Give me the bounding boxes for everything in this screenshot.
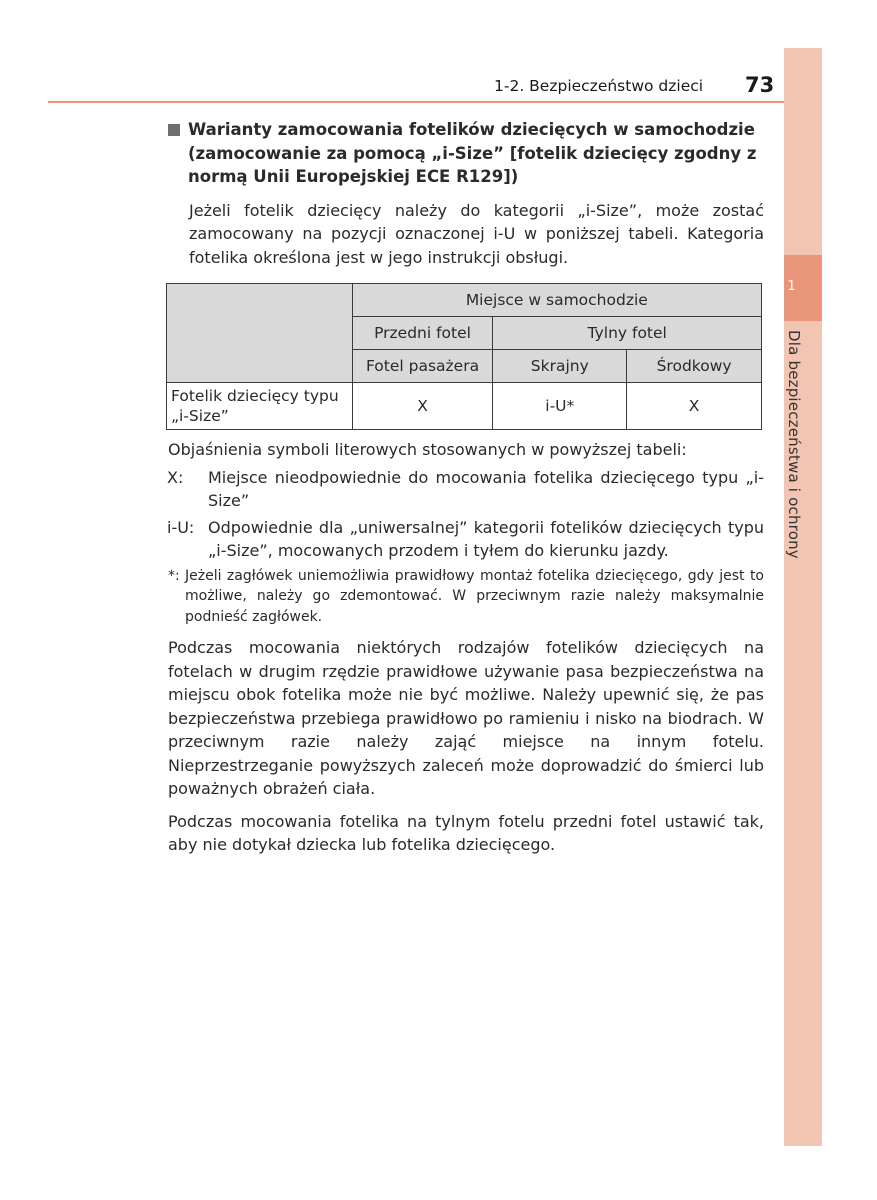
footnote-text: Jeżeli zagłówek uniemożliwia prawidłowy montaż fotelika dziecięcego, gdy jest to możliwe, należy go zdemontować. W przeciwnym razie należy maksymalnie podnieść zagłówek. [185, 567, 764, 625]
table-cell-passenger: X [352, 383, 493, 430]
table-cell-center: X [627, 383, 762, 430]
section-heading-text: Warianty zamocowania fotelików dziecięcych w samochodzie (zamocowanie za pomocą „i-Size” [fotelik dziecięcy zgodny z normą Unii Europejskiej ECE R129]) [188, 120, 757, 186]
body-paragraph: Podczas mocowania fotelika na tylnym fotelu przedni fotel ustawić tak, aby nie dotykał dziecka lub fotelika dziecięcego. [168, 811, 764, 854]
header-divider [48, 101, 784, 103]
definition-text: Miejsce nieodpowiednie do mocowania fotelika dziecięcego typu „i-Size” [208, 467, 764, 510]
footnote-key: *: [168, 567, 180, 584]
intro-paragraph: Jeżeli fotelik dziecięcy należy do kategorii „i-Size”, może zostać zamocowany na pozycji oznaczonej i-U w poniższej tabeli. Kategoria fotelika określona jest w jego instrukcji obsługi. [189, 200, 764, 267]
definition-key: i-U: [167, 517, 195, 537]
chapter-label: Dla bezpieczeństwa i ochrony [785, 330, 803, 559]
table-row-label: Fotelik dziecięcy typu „i-Size” [167, 383, 353, 430]
definition-key: X: [167, 467, 184, 487]
footnote [168, 566, 764, 628]
section-heading [168, 118, 764, 189]
seat-position-table [166, 283, 762, 430]
explanation-title: Objaśnienia symboli literowych stosowanych w powyższej tabeli: [168, 440, 687, 459]
page-content [168, 118, 764, 857]
definition-item [168, 466, 764, 512]
table-col-passenger: Fotel pasażera [352, 350, 493, 383]
table-corner-cell [167, 284, 353, 383]
page-number: 73 [745, 73, 775, 97]
table-header-front: Przedni fotel [352, 317, 493, 350]
definition-text: Odpowiednie dla „uniwersalnej” kategorii fotelików dziecięcych typu „i-Size”, mocowanych przodem i tyłem do kierunku jazdy. [208, 517, 764, 560]
table-col-outer: Skrajny [493, 350, 627, 383]
chapter-tab-number: 1 [787, 279, 796, 294]
table-row [167, 383, 762, 430]
table-row [167, 284, 762, 317]
square-bullet-icon [168, 124, 180, 136]
body-paragraph: Podczas mocowania niektórych rodzajów fotelików dziecięcych na fotelach w drugim rzędzie prawidłowe używanie pasa bezpieczeństwa na miejscu obok fotelika może nie być możliwe. Należy upewnić się, że pas bezpieczeństwa przebiega prawidłowo po ramieniu i nisko na biodrach. W przeciwnym razie należy zająć miejsce na innym fotelu. Nieprzestrzeganie powyższych zaleceń może doprowadzić do śmierci lub poważnych obrażeń ciała. [168, 638, 764, 798]
table-header-rear: Tylny fotel [493, 317, 762, 350]
definition-item [168, 516, 764, 562]
table-cell-outer: i-U* [493, 383, 627, 430]
chapter-sidebar [784, 48, 822, 1146]
table-col-center: Środkowy [627, 350, 762, 383]
definition-list [168, 466, 764, 562]
chapter-tab [784, 255, 822, 321]
table-header-main: Miejsce w samochodzie [352, 284, 761, 317]
section-title: 1-2. Bezpieczeństwo dzieci [494, 77, 704, 95]
